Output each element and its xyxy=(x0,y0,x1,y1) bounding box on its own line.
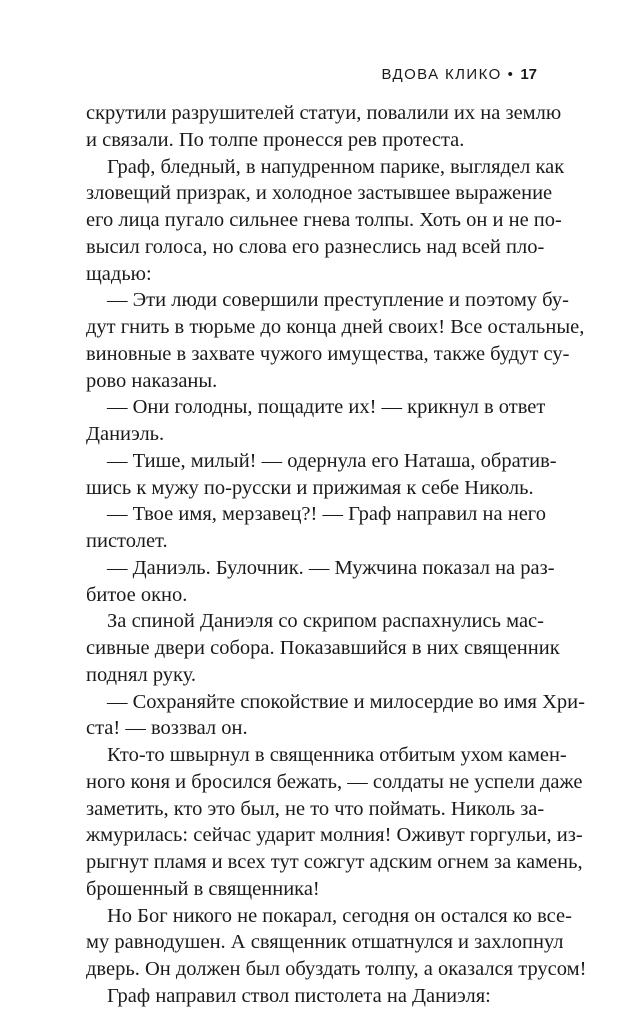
text-line: — Они голодны, пощадите их! — крикнул в ответ xyxy=(107,396,546,419)
text-line: ного коня и бросился бежать, — солдаты не успели даже xyxy=(86,770,583,793)
text-line: Граф направил ствол пистолета на Даниэля: xyxy=(107,984,491,1007)
text-line: высил голоса, но слова его разнеслись над всей пло- xyxy=(86,235,545,258)
text-line: — Тише, милый! — одернула его Наташа, обратив- xyxy=(107,449,557,472)
text-line: поднял руку. xyxy=(86,663,197,686)
page-body xyxy=(86,100,587,1010)
text-line: Даниэль. xyxy=(86,423,165,445)
text-line: заметить, кто это был, не то что поймать. Николь за- xyxy=(86,797,545,820)
text-line: шись к мужу по-русски и прижимая к себе Николь. xyxy=(86,476,534,499)
text-line: пистолет. xyxy=(86,530,168,552)
text-line: Кто-то швырнул в священника отбитым ухом камен- xyxy=(107,744,567,766)
text-line: Но Бог никого не покарал, сегодня он остался ко все- xyxy=(107,904,572,927)
text-line: За спиной Даниэля со скрипом распахнулись мас- xyxy=(107,610,544,633)
text-line: ста! — воззвал он. xyxy=(86,717,248,740)
text-line: дут гнить в тюрьме до конца дней своих! Все остальные, xyxy=(86,316,585,338)
text-line: — Даниэль. Булочник. — Мужчина показал на раз- xyxy=(107,556,555,579)
text-line: виновные в захвате чужого имущества, также будут су- xyxy=(86,342,570,365)
text-line: му равнодушен. А священник отшатнулся и захлопнул xyxy=(86,931,564,954)
text-line: щадью: xyxy=(86,262,152,285)
running-head xyxy=(381,66,537,83)
text-line: сивные двери собора. Показавшийся в них священник xyxy=(86,637,560,659)
text-line: брошенный в священника! xyxy=(86,877,320,900)
book-title: ВДОВА КЛИКО xyxy=(381,66,502,83)
text-line: — Эти люди совершили преступление и поэтому бу- xyxy=(107,289,569,312)
text-line: зловещий призрак, и холодное застывшее выражение xyxy=(86,182,553,205)
text-line: дверь. Он должен был обуздать толпу, а оказался трусом! xyxy=(86,958,587,980)
text-line: жмурилась: сейчас ударит молния! Оживут горгульи, из- xyxy=(86,824,583,847)
text-line: его лица пугало сильнее гнева толпы. Хоть он и не по- xyxy=(86,209,562,231)
page-number: 17 xyxy=(520,66,537,83)
text-line: Граф, бледный, в напудренном парике, выглядел как xyxy=(107,155,565,178)
text-line: рово наказаны. xyxy=(86,369,218,392)
text-line: — Сохраняйте спокойствие и милосердие во имя Хри- xyxy=(107,690,585,713)
text-line: скрутили разрушителей статуи, повалили их на землю xyxy=(86,102,562,124)
text-line: битое окно. xyxy=(86,583,188,606)
header-separator: • xyxy=(507,66,515,83)
text-line: рыгнут пламя и всех тут сожгут адским огнем за камень, xyxy=(86,851,583,873)
text-line: и связали. По толпе пронесся рев протеста. xyxy=(86,128,465,151)
text-line: — Твое имя, мерзавец?! — Граф направил на него xyxy=(107,503,546,526)
